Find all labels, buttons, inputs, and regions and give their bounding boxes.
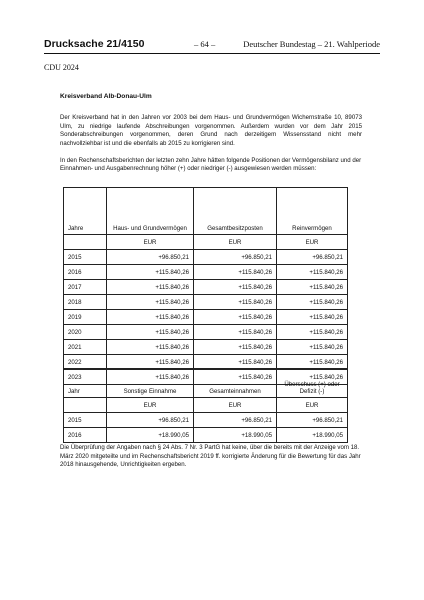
unit-row [64, 235, 348, 250]
publication-title: Deutscher Bundestag – 21. Wahlperiode [243, 39, 380, 49]
year-cell: 2021 [64, 340, 107, 355]
party-label: CDU 2024 [44, 63, 79, 72]
value-cell: +115.840,26 [277, 325, 348, 340]
table-row [64, 325, 348, 340]
year-cell: 2015 [64, 250, 107, 265]
value-cell: +115.840,26 [277, 340, 348, 355]
table-row [64, 295, 348, 310]
drucksache-number [44, 38, 144, 50]
value-cell: +115.840,26 [107, 310, 194, 325]
unit-cell: EUR [277, 398, 348, 413]
value-cell: +115.840,26 [194, 265, 277, 280]
value-cell: +115.840,26 [107, 325, 194, 340]
value-cell: +96.850,21 [107, 250, 194, 265]
header-cell: Überschuss (+) oder Defizit (-) [277, 369, 348, 398]
table-row [64, 340, 348, 355]
value-cell: +115.840,26 [194, 325, 277, 340]
drucksache-label: Drucksache [44, 38, 104, 50]
year-cell: 2022 [64, 355, 107, 370]
table-row [64, 413, 348, 428]
unit-cell: EUR [107, 235, 194, 250]
unit-cell: EUR [277, 235, 348, 250]
value-cell: +115.840,26 [277, 265, 348, 280]
paragraph-review: Die Überprüfung der Angaben nach § 24 Abs. 7 Nr. 3 PartG hat keine, über die bereits mit der Anzeige vom 18. März 2020 mitgeteilte und im Rechenschaftsbericht 2019 ff. korrigierte Änderung für die Bewertung für das Jahr 2018 hinausgehende, Unrichtigkeiten ergeben. [60, 444, 361, 468]
value-cell: +96.850,21 [277, 413, 348, 428]
value-cell: +115.840,26 [194, 340, 277, 355]
main-content [60, 93, 362, 178]
table-row [64, 280, 348, 295]
year-cell: 2016 [64, 265, 107, 280]
paragraph-positions: In den Rechenschaftsberichten der letzten zehn Jahre hätten folgende Positionen der Vermögensbilanz und der Einnahmen- und Ausgabenrechnung höher (+) oder niedriger (-) ausgewiesen werden müssen: [60, 157, 362, 173]
page-header [44, 38, 380, 52]
value-cell: +96.850,21 [277, 250, 348, 265]
unit-row [64, 398, 348, 413]
drucksache-id: 21/4150 [106, 38, 145, 50]
header-cell: Gesamtbesitzposten [194, 188, 277, 235]
value-cell: +115.840,26 [194, 280, 277, 295]
year-cell: 2018 [64, 295, 107, 310]
header-cell: Reinvermögen [277, 188, 348, 235]
table-header-row [64, 188, 348, 235]
header-cell: Jahre [64, 188, 107, 235]
year-cell: 2017 [64, 280, 107, 295]
value-cell: +18.990,05 [107, 428, 194, 443]
value-cell: +115.840,26 [107, 355, 194, 370]
value-cell: +115.840,26 [194, 295, 277, 310]
value-cell: +115.840,26 [194, 355, 277, 370]
value-cell: +18.990,05 [277, 428, 348, 443]
income-table [63, 368, 348, 443]
year-cell: 2019 [64, 310, 107, 325]
value-cell: +96.850,21 [107, 413, 194, 428]
header-rule [44, 53, 380, 54]
balance-table [63, 187, 348, 385]
value-cell: +115.840,26 [277, 355, 348, 370]
unit-cell: EUR [194, 398, 277, 413]
year-cell: 2016 [64, 428, 107, 443]
value-cell: +115.840,26 [277, 295, 348, 310]
header-cell: Gesamteinnahmen [194, 369, 277, 398]
unit-cell: EUR [107, 398, 194, 413]
table-row [64, 265, 348, 280]
value-cell: +115.840,26 [107, 340, 194, 355]
table-header-row [64, 369, 348, 398]
value-cell: +18.990,05 [194, 428, 277, 443]
value-cell: +115.840,26 [107, 295, 194, 310]
value-cell: +115.840,26 [277, 280, 348, 295]
value-cell: +115.840,26 [277, 310, 348, 325]
unit-cell [64, 398, 107, 413]
value-cell: +96.850,21 [194, 413, 277, 428]
value-cell: +115.840,26 [194, 370, 277, 385]
unit-cell [64, 235, 107, 250]
page-number: – 64 – [194, 39, 216, 49]
paragraph-intro: Der Kreisverband hat in den Jahren vor 2003 bei dem Haus- und Grundvermögen Wichernstraße 10, 89073 Ulm, zu niedrige laufende Abschreibungen vorgenommen. Außerdem wurden vor dem Jahr 2015 Sonderabschreibungen vorgenommen, deren Grund nach derzeitigem Wissensstand nicht mehr nachvollziehbar ist und die ebenfalls ab 2015 zu korrigieren sind. [60, 114, 362, 147]
header-cell: Sonstige Einnahme [107, 369, 194, 398]
value-cell: +115.840,26 [107, 280, 194, 295]
value-cell: +115.840,26 [107, 265, 194, 280]
value-cell: +115.840,26 [194, 310, 277, 325]
table-row [64, 250, 348, 265]
header-cell: Jahr [64, 369, 107, 398]
year-cell: 2015 [64, 413, 107, 428]
year-cell: 2020 [64, 325, 107, 340]
header-cell: Haus- und Grundvermögen [107, 188, 194, 235]
year-cell: 2023 [64, 370, 107, 385]
section-title: Kreisverband Alb-Donau-Ulm [60, 93, 152, 100]
unit-cell: EUR [194, 235, 277, 250]
table-row [64, 428, 348, 443]
value-cell: +115.840,26 [277, 370, 348, 385]
value-cell: +115.840,26 [107, 370, 194, 385]
value-cell: +96.850,21 [194, 250, 277, 265]
table-row [64, 310, 348, 325]
